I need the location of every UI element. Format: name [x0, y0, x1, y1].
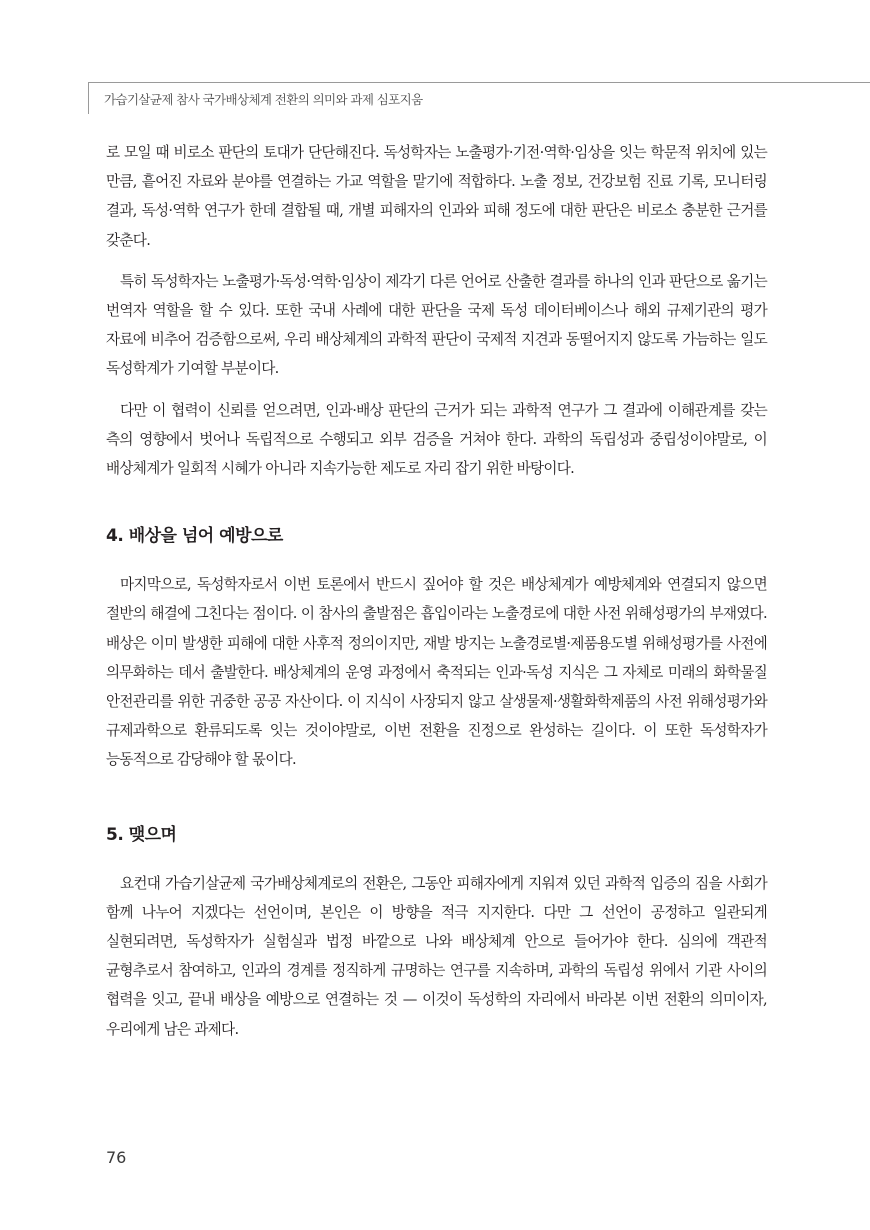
body-paragraph: 마지막으로, 독성학자로서 이번 토론에서 반드시 짚어야 할 것은 배상체계가 예방체계와 연결되지 않으면 절반의 해결에 그친다는 점이다. 이 참사의 출발점은 흡입이라는 노출경로에 대한 사전 위해성평가의 부재였다. 배상은 이미 발생한 피해에 대한 사후적 정의이지만, 재발 방지는 노출경로별·제품용도별 위해성평가를 사전에 의무화하는 데서 출발한다. 배상체계의 운영 과정에서 축적되는 인과·독성 지식은 그 자체로 미래의 화학물질 안전관리를 위한 귀중한 공공 자산이다. 이 지식이 사장되지 않고 살생물제·생활화학제품의 사전 위해성평가와 규제과학으로 환류되도록 잇는 것이야말로, 이번 전환을 진정으로 완성하는 길이다. 이 또한 독성학자가 능동적으로 감당해야 할 몫이다. — [106, 576, 767, 769]
running-title: 가습기살균제 참사 국가배상체계 전환의 의미와 과제 심포지움 — [104, 92, 423, 107]
section-heading-prevention: 4. 배상을 넘어 예방으로 — [106, 526, 283, 547]
body-paragraph: 특히 독성학자는 노출평가·독성·역학·임상이 제각기 다른 언어로 산출한 결과를 하나의 인과 판단으로 옮기는 번역자 역할을 할 수 있다. 또한 국내 사례에 대한 판단을 국제 독성 데이터베이스나 해외 규제기관의 평가 자료에 비추어 검증함으로써, 우리 배상체계의 과학적 판단이 국제적 지견과 동떨어지지 않도록 가늠하는 일도 독성학계가 기여할 부분이다. — [106, 272, 767, 378]
page-body — [106, 138, 767, 1056]
header-rule-top — [88, 82, 870, 83]
body-paragraph: 요컨대 가습기살균제 국가배상체계로의 전환은, 그동안 피해자에게 지워져 있던 과학적 입증의 짐을 사회가 함께 나누어 지겠다는 선언이며, 본인은 이 방향을 적극 지지한다. 다만 그 선언이 공정하고 일관되게 실현되려면, 독성학자가 실험실과 법정 바깥으로 나와 배상체계 안으로 들어가야 한다. 심의에 객관적 균형추로서 참여하고, 인과의 경계를 정직하게 규명하는 연구를 지속하며, 과학의 독립성 위에서 기관 사이의 협력을 잇고, 끝내 배상을 예방으로 연결하는 것 — 이것이 독성학의 자리에서 바라본 이번 전환의 의미이자, 우리에게 남은 과제다. — [106, 874, 767, 1038]
body-paragraph: 다만 이 협력이 신뢰를 얻으려면, 인과·배상 판단의 근거가 되는 과학적 연구가 그 결과에 이해관계를 갖는 측의 영향에서 벗어나 독립적으로 수행되고 외부 검증을 거쳐야 한다. 과학의 독립성과 중립성이야말로, 이 배상체계가 일회적 시혜가 아니라 지속가능한 제도로 자리 잡기 위한 바탕이다. — [106, 401, 767, 478]
header-rule-left — [88, 82, 89, 114]
section-heading-conclusion: 5. 맺으며 — [106, 824, 177, 845]
page-number: 76 — [106, 1148, 127, 1167]
body-paragraph: 로 모일 때 비로소 판단의 토대가 단단해진다. 독성학자는 노출평가·기전·역학·임상을 잇는 학문적 위치에 있는 만큼, 흩어진 자료와 분야를 연결하는 가교 역할을 맡기에 적합하다. 노출 정보, 건강보험 진료 기록, 모니터링 결과, 독성·역학 연구가 한데 결합될 때, 개별 피해자의 인과와 피해 정도에 대한 판단은 비로소 충분한 근거를 갖춘다. — [106, 144, 767, 249]
running-header — [88, 82, 870, 114]
